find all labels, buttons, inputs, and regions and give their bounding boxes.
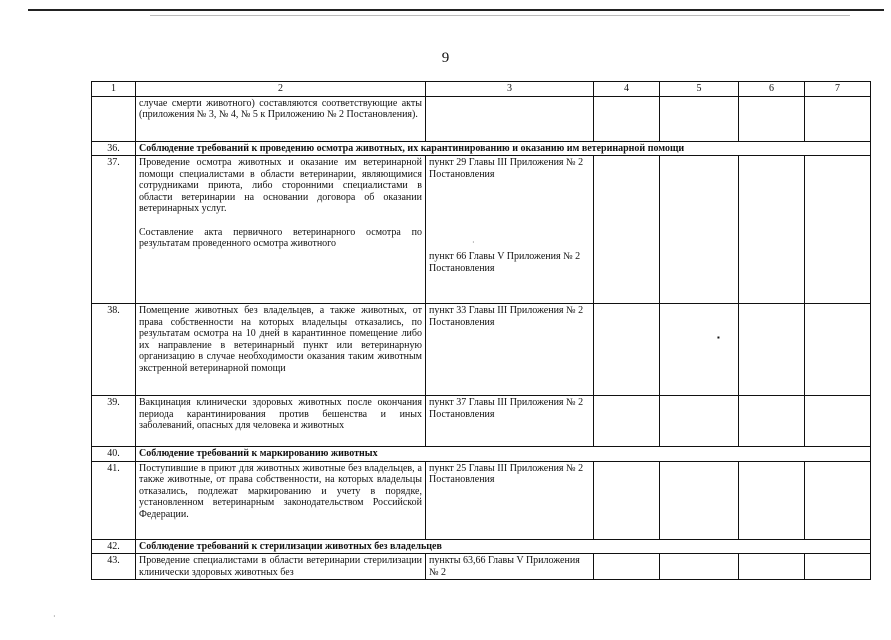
empty-cell [594,554,660,580]
section-row-40 [92,447,871,462]
empty-cell [805,156,871,304]
table-row-41 [92,461,871,539]
empty-cell [594,396,660,447]
header-col-3: 3 [426,82,594,97]
header-col-1: 1 [92,82,136,97]
empty-cell [594,461,660,539]
table-row-43 [92,554,871,580]
scan-speck: · [53,612,56,621]
reference-cell: пункт 37 Главы III Приложения № 2 Постановления [426,396,594,447]
section-heading: Соблюдение требований к проведению осмотра животных, их карантинированию и оказанию им ветеринарной помощи [136,141,871,156]
inspection-checklist-table [91,81,871,580]
row-number: 38. [92,304,136,396]
section-heading: Соблюдение требований к маркированию животных [136,447,871,462]
header-col-5: 5 [660,82,739,97]
requirement-paragraph-2: Составление акта первичного ветеринарного осмотра по результатам проведенного осмотра животного [139,226,422,249]
header-col-4: 4 [594,82,660,97]
empty-cell [805,554,871,580]
reference-2: пункт 66 Главы V Приложения № 2 Постановления [429,251,581,274]
row-number: 40. [92,447,136,462]
empty-cell [739,461,805,539]
empty-cell [660,96,739,141]
top-scan-faint-line [150,15,850,16]
requirement-text: Поступившие в приют для животных животные без владельцев, а также животные, от права собственности, на которых владельцы отказались, подлежат маркированию и учету в порядке, установленном ветеринарным законодательством Российской Федерации. [136,461,426,539]
empty-cell [805,461,871,539]
scan-speck: · [472,238,475,247]
section-row-36 [92,141,871,156]
requirement-text: Помещение животных без владельцев, а также животных, от права собственности на которых владельцы отказались, по результатам осмотра на 10 дней в карантинное помещение либо их направление в ветеринарный пункт или ветеринарную организацию в случае необходимости оказания таким животным экстренной ветеринарной помощи [136,304,426,396]
empty-cell [739,396,805,447]
empty-cell [739,96,805,141]
empty-cell [660,304,739,396]
table-row-continuation [92,96,871,141]
empty-cell [594,304,660,396]
requirement-text: Проведение специалистами в области ветеринарии стерилизации клинически здоровых животных без [136,554,426,580]
row-number: 41. [92,461,136,539]
empty-cell [805,304,871,396]
requirement-text: Вакцинация клинически здоровых животных после окончания периода карантинирования против бешенства и иных заболеваний, опасных для человека и животных [136,396,426,447]
row-number: 36. [92,141,136,156]
empty-cell [805,396,871,447]
requirement-paragraph-1: Проведение осмотра животных и оказание им ветеринарной помощи специалистами в области ветеринарии, являющимися сотрудниками приюта, либо сторонними специалистами в области ветеринарии на основании договора об оказании ветеринарных услуг. [139,157,422,214]
row-number [92,96,136,141]
header-col-6: 6 [739,82,805,97]
reference-cell: пункты 63,66 Главы V Приложения № 2 [426,554,594,580]
reference-cell: пункт 25 Главы III Приложения № 2 Постановления [426,461,594,539]
empty-cell [739,304,805,396]
empty-cell [660,156,739,304]
reference-cell [426,96,594,141]
empty-cell [739,554,805,580]
header-col-2: 2 [136,82,426,97]
row-number: 43. [92,554,136,580]
empty-cell [660,396,739,447]
empty-cell [805,96,871,141]
reference-1: пункт 29 Главы III Приложения № 2 Постановления [429,157,584,180]
empty-cell [660,554,739,580]
top-scan-edge-line [28,9,884,11]
row-number: 42. [92,539,136,554]
table-row-38 [92,304,871,396]
empty-cell [594,96,660,141]
section-row-42 [92,539,871,554]
empty-cell [594,156,660,304]
scan-speck: ▪ [717,333,720,342]
requirement-text [136,156,426,304]
header-row [92,82,871,97]
table-row-39 [92,396,871,447]
empty-cell [739,156,805,304]
row-number: 39. [92,396,136,447]
reference-cell [426,156,594,304]
row-number: 37. [92,156,136,304]
table-row-37 [92,156,871,304]
reference-cell: пункт 33 Главы III Приложения № 2 Постановления [426,304,594,396]
section-heading: Соблюдение требований к стерилизации животных без владельцев [136,539,871,554]
empty-cell [660,461,739,539]
page-number: 9 [441,50,450,66]
requirement-text: случае смерти животного) составляются соответствующие акты (приложения № 3, № 4, № 5 к Приложению № 2 Постановления). [136,96,426,141]
header-col-7: 7 [805,82,871,97]
